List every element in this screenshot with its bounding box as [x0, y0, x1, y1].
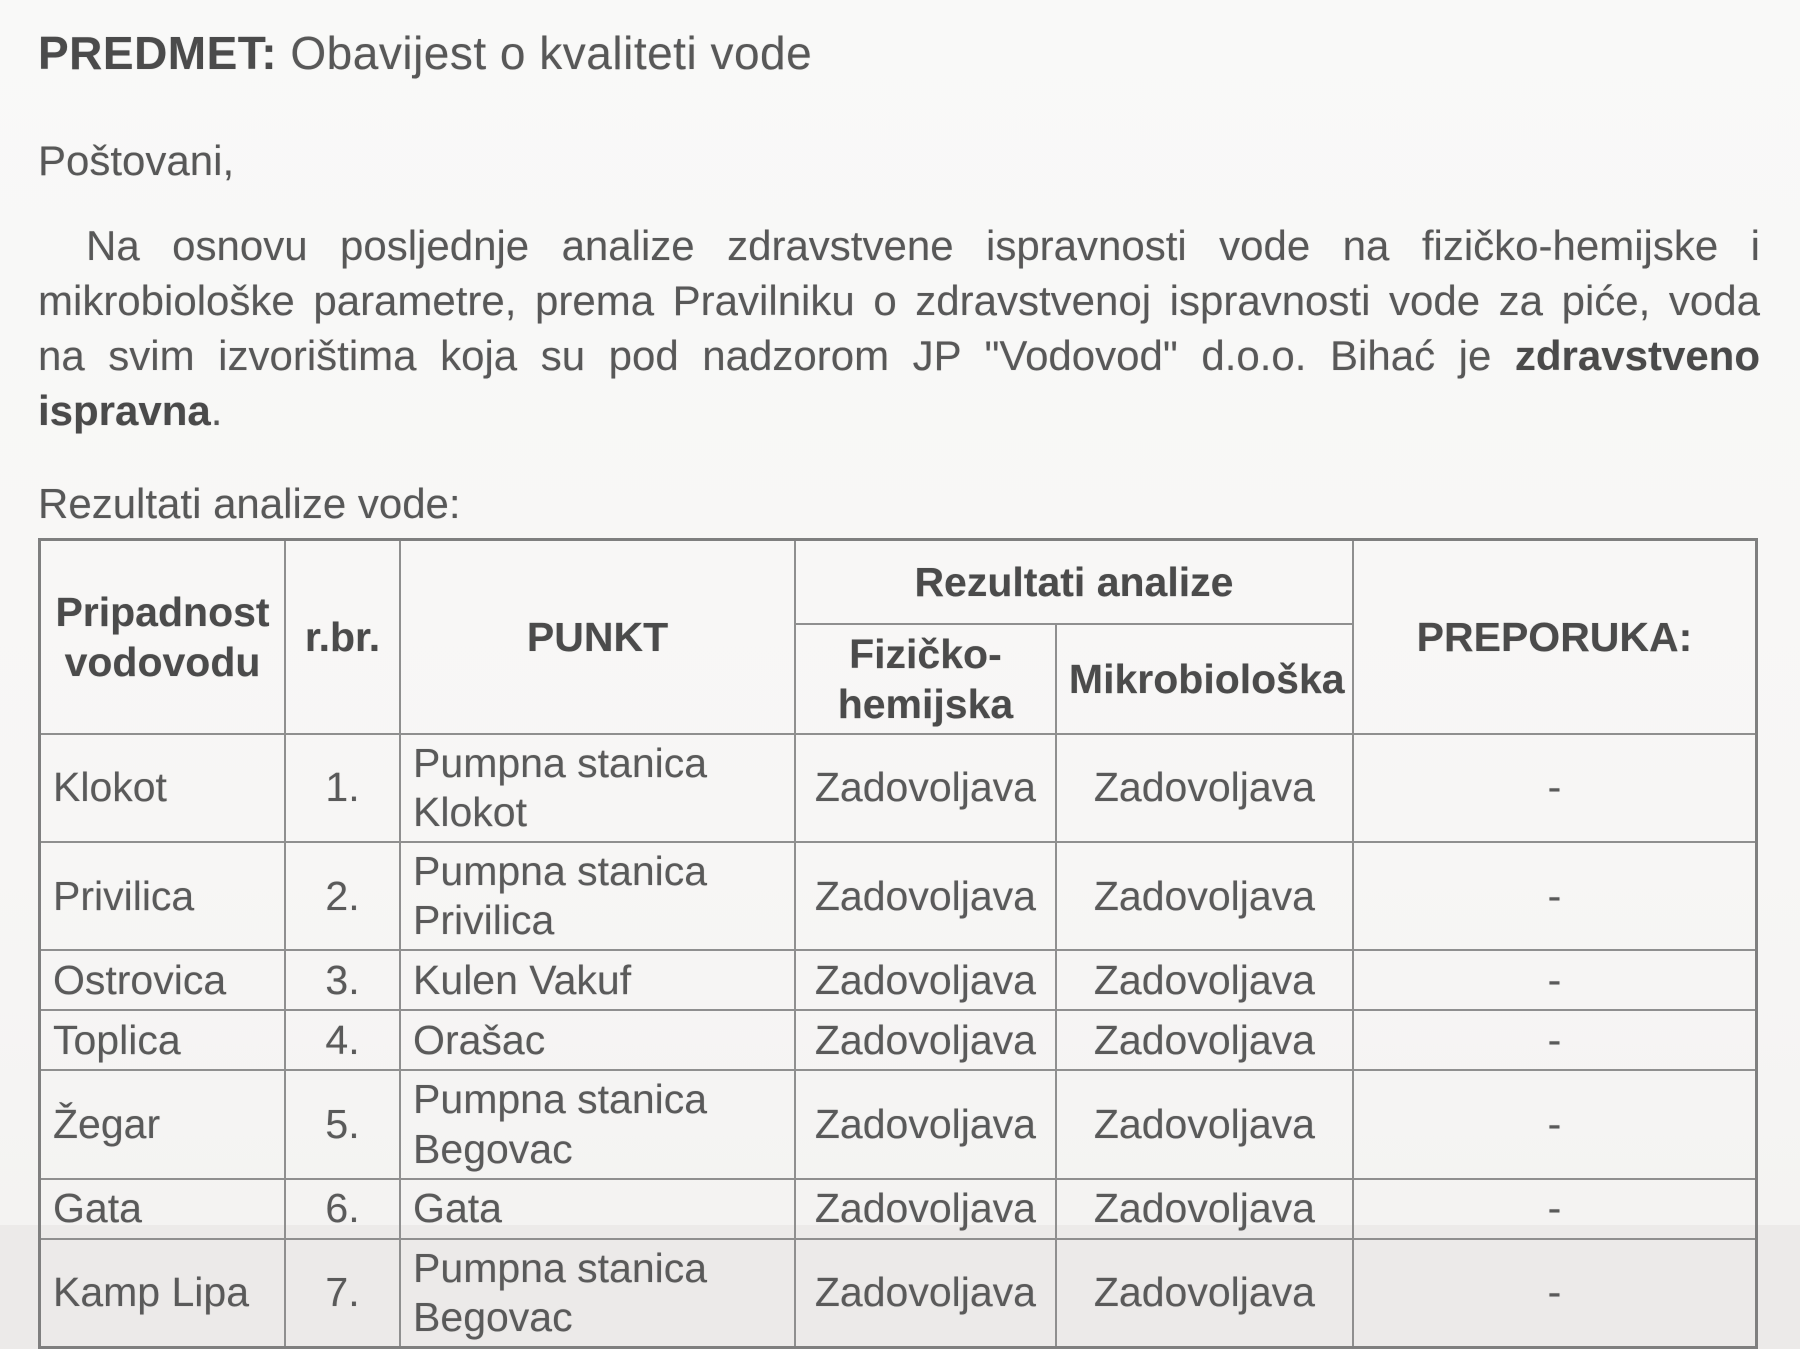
- cell-punkt: Pumpna stanica Begovac: [400, 1239, 795, 1348]
- header-row-group: [40, 540, 1757, 624]
- cell-pripadnost: Ostrovica: [40, 950, 286, 1010]
- table-row: [40, 1239, 1757, 1348]
- paragraph-text-before: Na osnovu posljednje analize zdravstvene ispravnosti vode na fizičko-hemijske i mikrobiološke parametre, prema Pravilniku o zdravstvenoj ispravnosti vode za piće, voda na svim izvorištima koja su pod nadzorom JP "Vodovod" d.o.o. Bihać je: [38, 222, 1760, 380]
- header-fizicko-hemijska: Fizičko-hemijska: [795, 624, 1056, 734]
- cell-preporuka: -: [1353, 1179, 1757, 1239]
- cell-mikro-result: Zadovoljava: [1056, 950, 1353, 1010]
- table-row: [40, 1179, 1757, 1239]
- cell-fizicko-result: Zadovoljava: [795, 1010, 1056, 1070]
- cell-pripadnost: Privilica: [40, 842, 286, 950]
- cell-rbr: 5.: [285, 1070, 400, 1178]
- cell-rbr: 7.: [285, 1239, 400, 1348]
- cell-punkt: Gata: [400, 1179, 795, 1239]
- header-rezultati-analize: Rezultati analize: [795, 540, 1353, 624]
- cell-preporuka: -: [1353, 950, 1757, 1010]
- cell-pripadnost: Žegar: [40, 1070, 286, 1178]
- table-row: [40, 1010, 1757, 1070]
- cell-fizicko-result: Zadovoljava: [795, 1070, 1056, 1178]
- cell-mikro-result: Zadovoljava: [1056, 1010, 1353, 1070]
- cell-punkt: Pumpna stanica Klokot: [400, 734, 795, 842]
- table-header: [40, 540, 1757, 734]
- header-pripadnost: Pripadnost vodovodu: [40, 540, 286, 734]
- table-row: [40, 842, 1757, 950]
- cell-fizicko-result: Zadovoljava: [795, 950, 1056, 1010]
- header-rbr: r.br.: [285, 540, 400, 734]
- cell-punkt: Pumpna stanica Begovac: [400, 1070, 795, 1178]
- cell-fizicko-result: Zadovoljava: [795, 734, 1056, 842]
- subject-label: PREDMET:: [38, 27, 278, 79]
- header-mikrobioloska: Mikrobiološka: [1056, 624, 1353, 734]
- cell-preporuka: -: [1353, 1010, 1757, 1070]
- cell-pripadnost: Kamp Lipa: [40, 1239, 286, 1348]
- subject-text: Obavijest o kvaliteti vode: [290, 27, 813, 79]
- cell-rbr: 4.: [285, 1010, 400, 1070]
- table-row: [40, 734, 1757, 842]
- cell-rbr: 6.: [285, 1179, 400, 1239]
- cell-pripadnost: Klokot: [40, 734, 286, 842]
- cell-rbr: 2.: [285, 842, 400, 950]
- cell-fizicko-result: Zadovoljava: [795, 1239, 1056, 1348]
- paragraph-text-after: .: [210, 387, 223, 435]
- table-row: [40, 1070, 1757, 1178]
- cell-mikro-result: Zadovoljava: [1056, 1070, 1353, 1178]
- body-paragraph: [38, 218, 1760, 438]
- header-preporuka: PREPORUKA:: [1353, 540, 1757, 734]
- cell-mikro-result: Zadovoljava: [1056, 1239, 1353, 1348]
- subject-line: [38, 26, 1760, 80]
- cell-mikro-result: Zadovoljava: [1056, 1179, 1353, 1239]
- table-body: [40, 734, 1757, 1348]
- cell-mikro-result: Zadovoljava: [1056, 842, 1353, 950]
- cell-rbr: 1.: [285, 734, 400, 842]
- cell-pripadnost: Toplica: [40, 1010, 286, 1070]
- cell-rbr: 3.: [285, 950, 400, 1010]
- cell-fizicko-result: Zadovoljava: [795, 1179, 1056, 1239]
- cell-preporuka: -: [1353, 1239, 1757, 1348]
- cell-preporuka: -: [1353, 734, 1757, 842]
- paragraph-emphasis: zdravstveno ispravna: [38, 332, 1760, 435]
- water-analysis-table: [38, 538, 1758, 1349]
- header-punkt: PUNKT: [400, 540, 795, 734]
- cell-punkt: Orašac: [400, 1010, 795, 1070]
- cell-fizicko-result: Zadovoljava: [795, 842, 1056, 950]
- cell-punkt: Kulen Vakuf: [400, 950, 795, 1010]
- cell-preporuka: -: [1353, 842, 1757, 950]
- cell-punkt: Pumpna stanica Privilica: [400, 842, 795, 950]
- table-row: [40, 950, 1757, 1010]
- cell-pripadnost: Gata: [40, 1179, 286, 1239]
- table-intro: Rezultati analize vode:: [38, 480, 461, 528]
- salutation: Poštovani,: [38, 137, 235, 184]
- cell-mikro-result: Zadovoljava: [1056, 734, 1353, 842]
- cell-preporuka: -: [1353, 1070, 1757, 1178]
